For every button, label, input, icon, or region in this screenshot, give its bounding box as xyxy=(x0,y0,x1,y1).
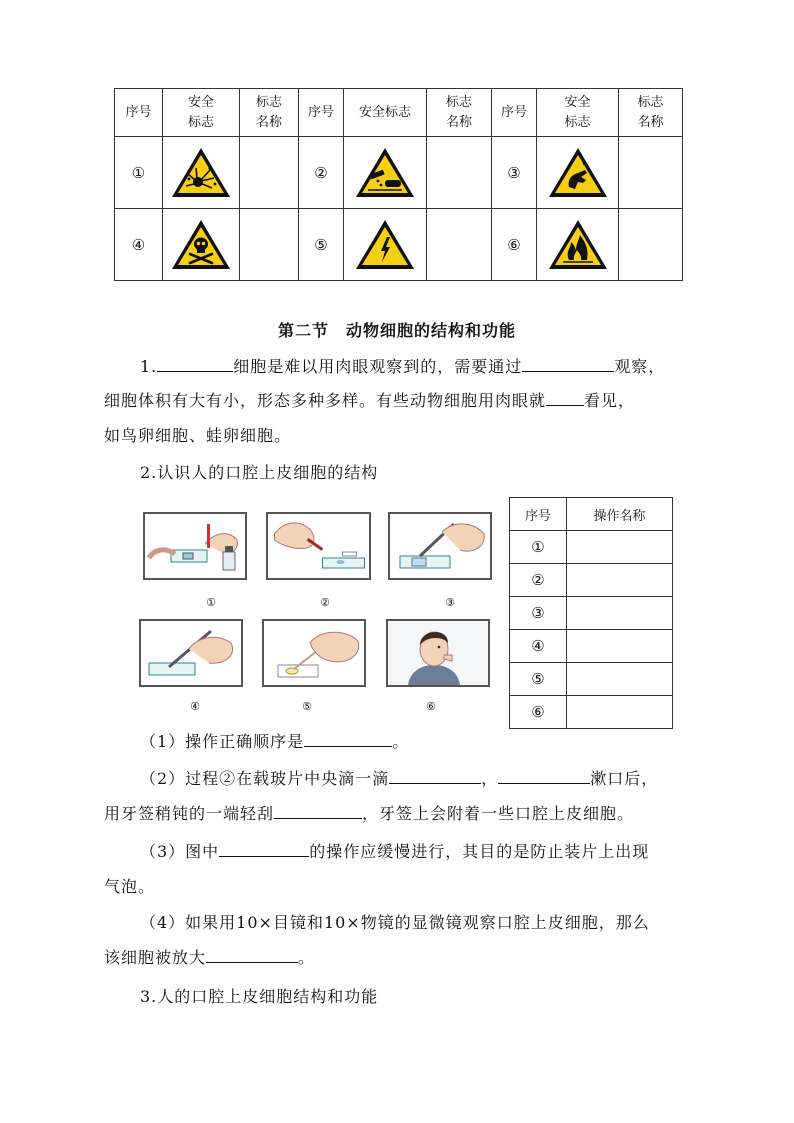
step-image-4 xyxy=(139,619,243,687)
image-caption-3: ③ xyxy=(445,596,455,609)
ops-number: ⑥ xyxy=(510,696,567,729)
q1-text: 如鸟卵细胞、蛙卵细胞。 xyxy=(104,426,292,445)
electric-shock-warning-icon xyxy=(354,218,416,272)
sub-question-4 xyxy=(140,906,740,940)
sub-question-3 xyxy=(140,835,740,869)
question-1-line-2 xyxy=(104,384,704,418)
ops-name-blank[interactable] xyxy=(567,597,673,630)
q1-number: 1. xyxy=(140,357,158,376)
ops-header-row xyxy=(510,498,673,531)
ops-name-blank[interactable] xyxy=(567,531,673,564)
sign-cell xyxy=(163,209,240,281)
sub2-text: （2）过程②在载玻片中央滴一滴 xyxy=(140,769,390,788)
sub2-text: 用牙签稍钝的一端轻刮 xyxy=(104,804,275,823)
sub2-blank-2[interactable] xyxy=(498,765,590,784)
sign-name-blank[interactable] xyxy=(427,137,492,209)
ops-row xyxy=(510,597,673,630)
header-cell: 安全 标志 xyxy=(163,89,240,137)
ops-header-cell: 操作名称 xyxy=(567,498,673,531)
ops-name-blank[interactable] xyxy=(567,696,673,729)
ops-number: ⑤ xyxy=(510,663,567,696)
question-2-title: 2.认识人的口腔上皮细胞的结构 xyxy=(140,463,379,482)
step-image-3 xyxy=(388,512,492,580)
sign-cell xyxy=(537,209,619,281)
sign-number: ③ xyxy=(492,137,537,209)
sign-number: ④ xyxy=(115,209,163,281)
ops-number: ② xyxy=(510,564,567,597)
sub3-text: 气泡。 xyxy=(104,877,156,896)
step-image-2 xyxy=(266,512,371,580)
toxic-skull-warning-icon xyxy=(170,218,232,272)
image-caption-6: ⑥ xyxy=(426,700,436,713)
sub2-text: 漱口后， xyxy=(590,769,659,788)
ops-number: ① xyxy=(510,531,567,564)
corrosive-warning-icon xyxy=(354,146,416,200)
sign-cell xyxy=(537,137,619,209)
sub3-text: （3）图中 xyxy=(140,842,220,861)
ops-row xyxy=(510,630,673,663)
section-title: 第二节 动物细胞的结构和功能 xyxy=(277,321,516,340)
header-cell: 安全 标志 xyxy=(537,89,619,137)
sub2-blank-1[interactable] xyxy=(389,765,481,784)
step-image-6 xyxy=(386,619,490,687)
header-cell: 序号 xyxy=(299,89,344,137)
ops-row xyxy=(510,564,673,597)
sign-name-blank[interactable] xyxy=(427,209,492,281)
q1-text: 看见， xyxy=(584,391,636,410)
sub2-blank-3[interactable] xyxy=(274,800,362,819)
step-image-5 xyxy=(262,619,366,687)
ops-row xyxy=(510,696,673,729)
sign-number: ② xyxy=(299,137,344,209)
image-caption-2: ② xyxy=(320,596,330,609)
safety-sign-table xyxy=(114,88,683,281)
sign-name-blank[interactable] xyxy=(619,209,683,281)
sub3-blank[interactable] xyxy=(219,838,309,857)
ops-number: ④ xyxy=(510,630,567,663)
image-caption-1: ① xyxy=(206,596,216,609)
sign-number: ① xyxy=(115,137,163,209)
ops-name-blank[interactable] xyxy=(567,663,673,696)
sub4-text: 。 xyxy=(298,948,316,967)
sub-question-2 xyxy=(140,762,740,796)
header-cell: 标志 名称 xyxy=(240,89,299,137)
harmful-substance-warning-icon xyxy=(547,146,609,200)
sign-number: ⑤ xyxy=(299,209,344,281)
sub-question-3-line-2 xyxy=(104,870,704,904)
header-cell: 序号 xyxy=(492,89,537,137)
sub4-text: 该细胞被放大 xyxy=(104,948,207,967)
ops-header-cell: 序号 xyxy=(510,498,567,531)
image-caption-4: ④ xyxy=(190,700,200,713)
ops-name-blank[interactable] xyxy=(567,564,673,597)
sub-question-1 xyxy=(140,725,740,759)
header-cell: 序号 xyxy=(115,89,163,137)
ops-row xyxy=(510,663,673,696)
sub1-text: 。 xyxy=(392,732,410,751)
sign-table-header-row xyxy=(115,89,683,137)
sub-question-4-line-2 xyxy=(104,941,704,975)
sub2-text: ， xyxy=(481,769,499,788)
question-3-title: 3.人的口腔上皮细胞结构和功能 xyxy=(140,987,379,1006)
header-cell: 标志 名称 xyxy=(619,89,683,137)
ops-name-blank[interactable] xyxy=(567,630,673,663)
flammable-warning-icon xyxy=(547,218,609,272)
question-1-line-3 xyxy=(104,419,704,453)
q1-text: 观察， xyxy=(614,357,666,376)
image-caption-5: ⑤ xyxy=(302,700,312,713)
sign-table-row xyxy=(115,209,683,281)
sign-cell xyxy=(344,209,427,281)
ops-number: ③ xyxy=(510,597,567,630)
ops-row xyxy=(510,531,673,564)
sub3-text: 的操作应缓慢进行，其目的是防止装片上出现 xyxy=(309,842,650,861)
q1-text: 细胞体积有大有小，形态多种多样。有些动物细胞用肉眼就 xyxy=(104,391,547,410)
sign-number: ⑥ xyxy=(492,209,537,281)
sub1-text: （1）操作正确顺序是 xyxy=(140,732,305,751)
operation-table xyxy=(509,497,673,729)
sub1-blank[interactable] xyxy=(304,728,392,747)
header-cell: 标志 名称 xyxy=(427,89,492,137)
q1-blank-2[interactable] xyxy=(522,353,614,372)
sign-name-blank[interactable] xyxy=(240,209,299,281)
header-cell: 安全标志 xyxy=(344,89,427,137)
q1-text: 细胞是难以用肉眼观察到的，需要通过 xyxy=(233,357,523,376)
sub4-text: （4）如果用10×目镜和10×物镜的显微镜观察口腔上皮细胞，那么 xyxy=(140,913,650,932)
sign-name-blank[interactable] xyxy=(240,137,299,209)
sub4-blank[interactable] xyxy=(206,944,298,963)
sign-cell xyxy=(163,137,240,209)
sign-name-blank[interactable] xyxy=(619,137,683,209)
sign-cell xyxy=(344,137,427,209)
explosive-warning-icon xyxy=(170,146,232,200)
sign-table-row xyxy=(115,137,683,209)
q1-blank-1[interactable] xyxy=(157,353,233,372)
question-1 xyxy=(104,350,704,384)
sub2-text: ，牙签上会附着一些口腔上皮细胞。 xyxy=(362,804,635,823)
sub-question-2-line-2 xyxy=(104,797,704,831)
step-image-1 xyxy=(143,512,247,580)
q1-blank-3[interactable] xyxy=(546,387,584,406)
